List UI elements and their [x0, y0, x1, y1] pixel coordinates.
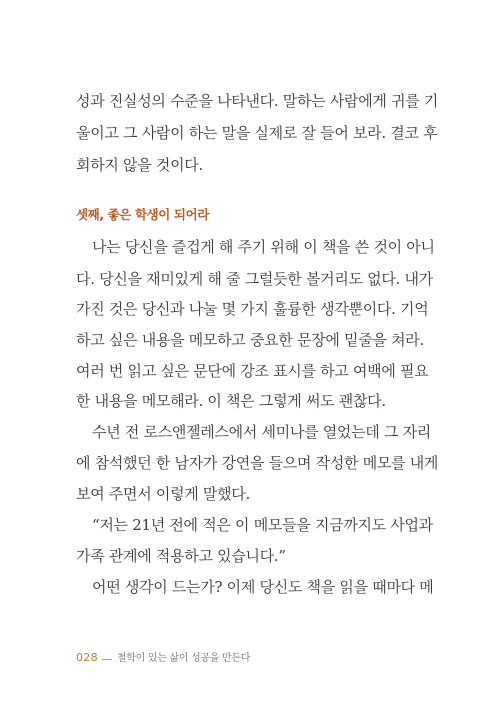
quote-line: “저는 21년 전에 적은 이 메모들을 지금까지도 사업과: [92, 516, 433, 534]
body-line: 회하지 않을 것이다.: [76, 156, 203, 174]
body-line: 성과 진실성의 수준을 나타낸다. 말하는 사람에게 귀를 기: [76, 92, 439, 110]
body-line: 울이고 그 사람이 하는 말을 실제로 잘 들어 보라. 결코 후: [76, 124, 438, 142]
page-number: 028: [76, 651, 98, 664]
body-line: 다. 당신을 재미있게 해 줄 그럴듯한 볼거리도 없다. 내가: [76, 270, 433, 288]
body-line: 에 참석했던 한 남자가 강연을 들으며 작성한 메모를 내게: [76, 454, 439, 472]
body-line: 수년 전 로스앤젤레스에서 세미나를 열었는데 그 자리: [92, 423, 431, 441]
quote-line: 가족 관계에 적용하고 있습니다.”: [76, 547, 286, 565]
body-line: 여러 번 읽고 싶은 문단에 강조 표시를 하고 여백에 필요: [76, 362, 429, 380]
body-line: 보여 주면서 이렇게 말했다.: [76, 485, 250, 503]
body-line: 가진 것은 당신과 나눌 몇 가지 훌륭한 생각뿐이다. 기억: [76, 300, 429, 318]
footer-rule: [102, 659, 112, 660]
body-line: 나는 당신을 즐겁게 해 주기 위해 이 책을 쓴 것이 아니: [92, 238, 435, 256]
body-line: 하고 싶은 내용을 메모하고 중요한 문장에 밑줄을 쳐라.: [76, 331, 424, 349]
page-footer: [76, 649, 250, 664]
body-line: 한 내용을 메모해라. 이 책은 그렇게 써도 괜찮다.: [76, 392, 386, 410]
body-line: 어떤 생각이 드는가? 이제 당신도 책을 읽을 때마다 메: [92, 578, 434, 596]
book-title: 철학이 있는 삶이 성공을 만든다: [116, 653, 251, 664]
section-heading: 셋째, 좋은 학생이 되어라: [76, 207, 209, 222]
